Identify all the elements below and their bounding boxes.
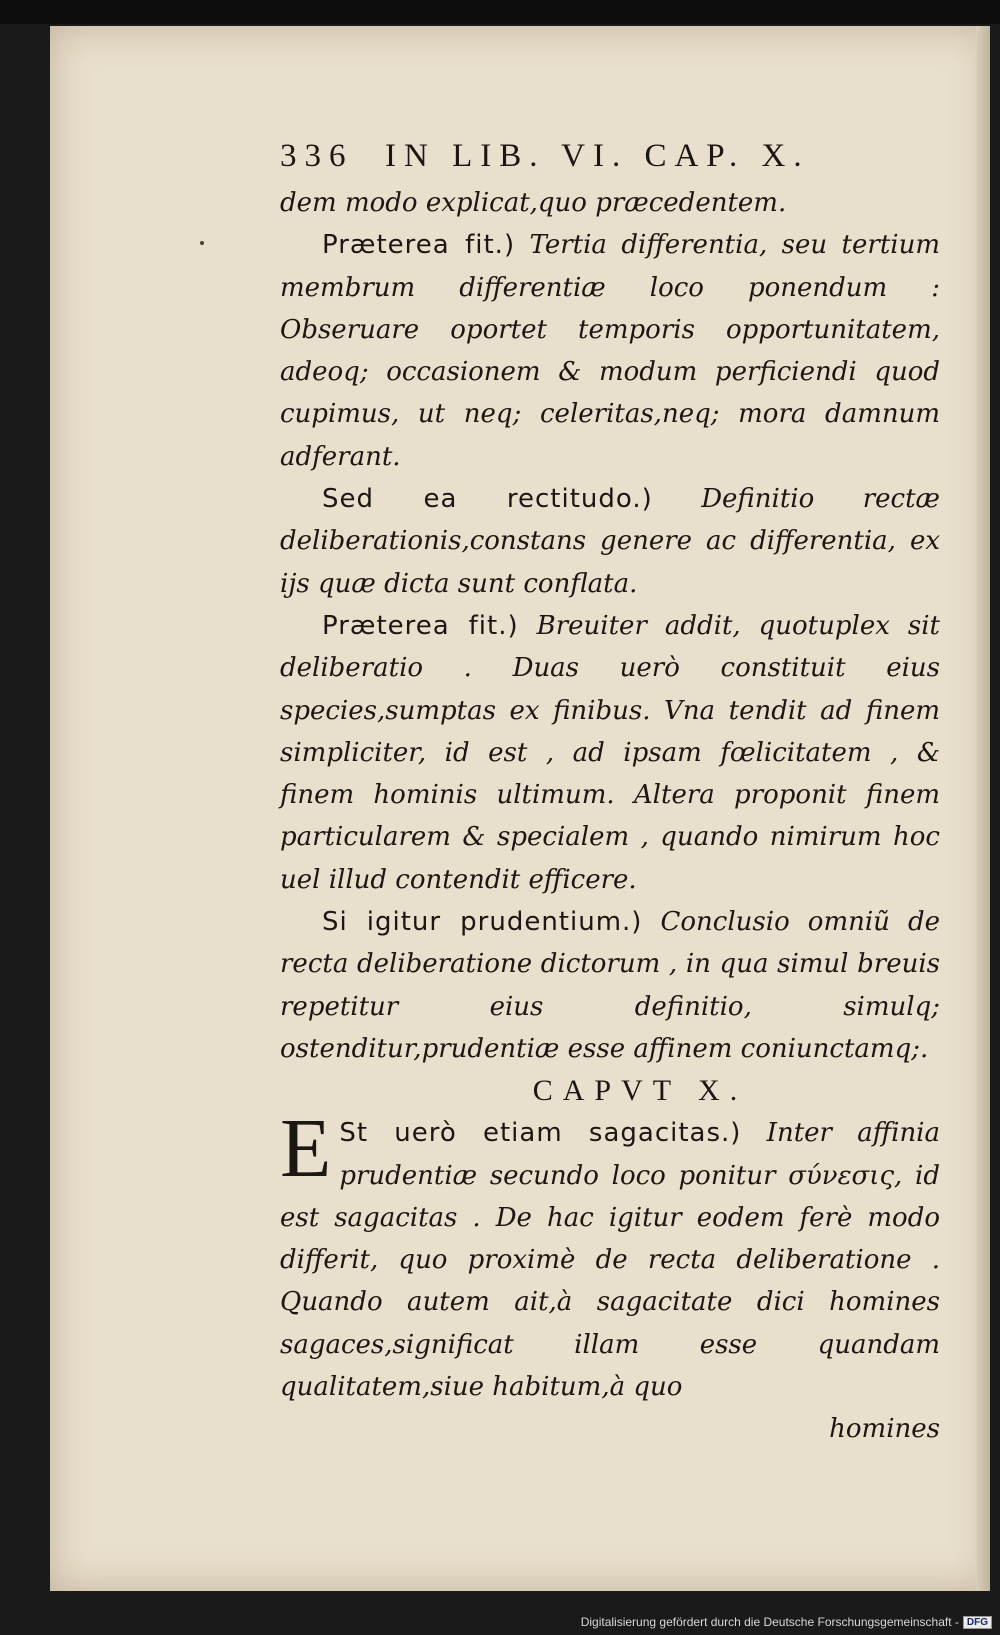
dfg-logo: DFG [963, 1616, 992, 1629]
paragraph-text: Tertia differentia, seu tertium membrum differentiæ loco ponendum : Obseruare oportet temporis opportunitatem, adeoq; occasionem & modum perficiendi quod cupimus, ut neq; celeritas,neq; mora damnum adferant. [280, 230, 940, 472]
lemma: Sed ea rectitudo.) [322, 484, 653, 515]
paragraph-text: Conclusio omniũ de recta deliberatione dictorum , in qua simul breuis repetitur eius definitio, simulq; ostenditur,prudentiæ esse affinem coniunctamq;. [280, 907, 940, 1064]
digitization-footer [581, 1615, 992, 1629]
page-number: 336 [280, 138, 354, 174]
running-head [280, 138, 940, 182]
lemma: St uerò etiam sagacitas.) [339, 1118, 742, 1149]
lemma: Præterea fit.) [322, 610, 519, 641]
ink-speck [200, 241, 204, 245]
paragraph-text: dem modo explicat,quo præcedentem. [280, 188, 787, 218]
lemma: Si igitur prudentium.) [322, 907, 643, 938]
paragraph [280, 901, 940, 1070]
chapter-opening [280, 1102, 941, 1408]
paragraph-text: Breuiter addit, quotuplex sit deliberatio . Duas uerò constituit eius species,sumptas ex finibus. Vna tendit ad finem simpliciter, id est , ad ipsam fœlicitatem , & finem hominis ultimum. Altera proponit finem particularem & specialem , quando nimirum hoc uel illud contendit efficere. [280, 610, 940, 895]
paragraph-text: Definitio rectæ deliberationis,constans genere ac differentia, ex ijs quæ dicta sunt conflata. [280, 484, 940, 599]
paragraph [280, 1102, 941, 1408]
running-title: IN LIB. VI. CAP. X. [385, 138, 810, 174]
chapter-heading: CAPVT X. [532, 1074, 748, 1108]
catchword: homines [829, 1414, 940, 1445]
paragraph-continuation [280, 182, 940, 224]
lemma: Præterea fit.) [322, 230, 516, 261]
book-page [50, 26, 990, 1591]
text-block [280, 138, 940, 1451]
page-edge [976, 26, 990, 1591]
paragraph [280, 605, 940, 901]
paragraph [280, 478, 940, 605]
footer-text: Digitalisierung gefördert durch die Deutsche Forschungsgemeinschaft - [580, 1615, 959, 1629]
paragraph [280, 224, 940, 478]
scan-top-edge [0, 0, 1000, 24]
paragraph-text: Inter affinia prudentiæ secundo loco ponitur σύνεσις, id est sagacitas . De hac igitur eodem ferè modo differit, quo proximè de recta deliberatione . Quando autem ait,à sagacitate dici homines sagaces,significat illam esse quandam qualitatem,siue habitum,à quo [280, 1118, 941, 1403]
drop-cap-initial: E [280, 1102, 332, 1196]
